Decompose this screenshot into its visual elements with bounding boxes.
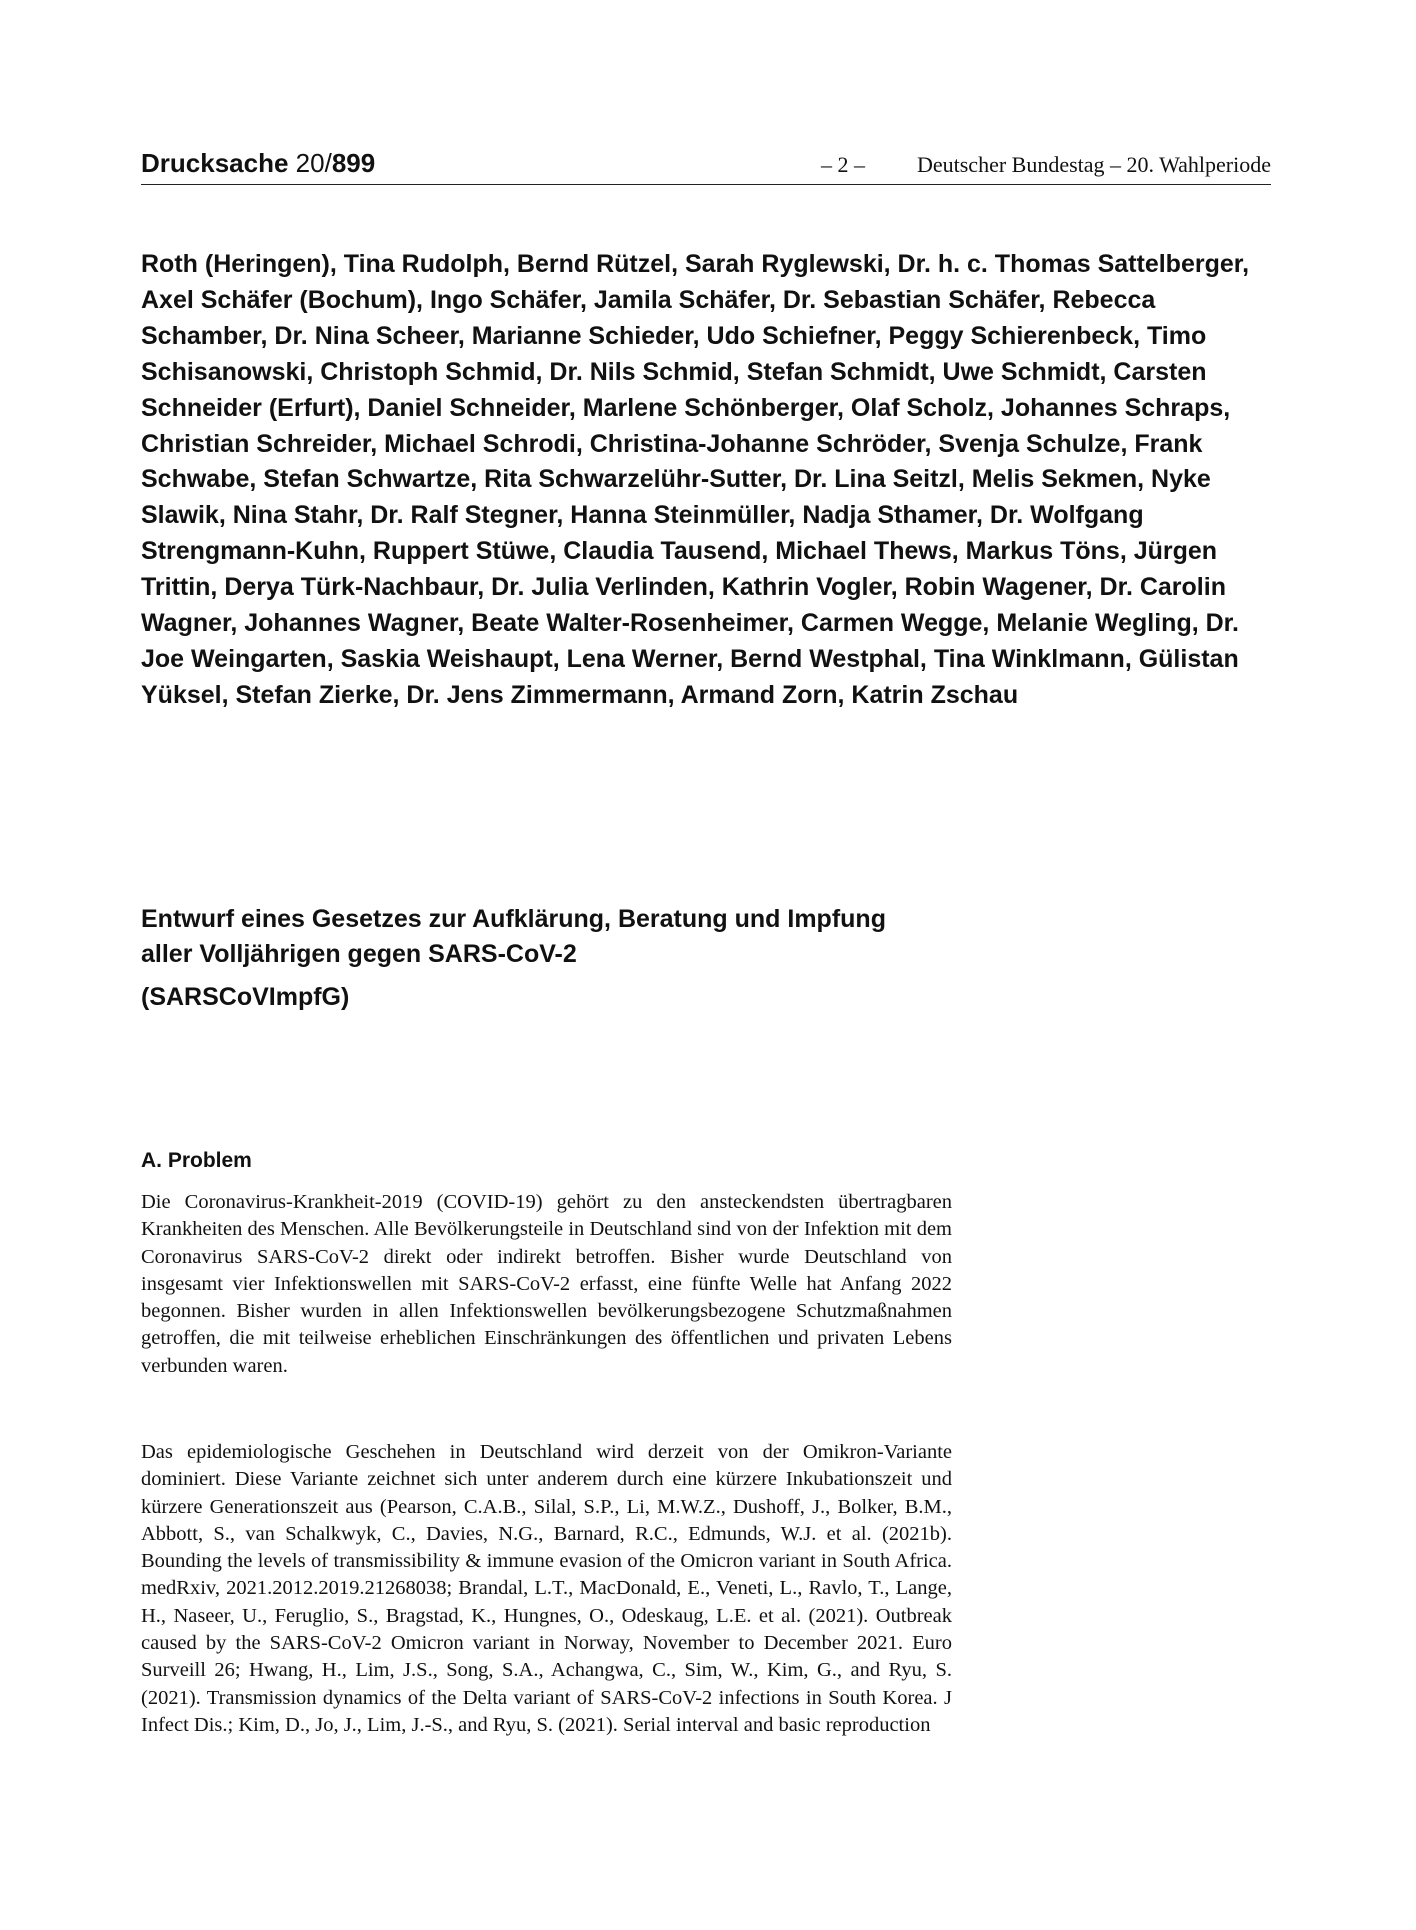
page-number: – 2 – xyxy=(821,152,865,177)
section-heading: A. Problem xyxy=(141,1149,252,1172)
document-number-suffix: 899 xyxy=(331,148,376,178)
bill-abbreviation: (SARSCoVImpfG) xyxy=(141,983,350,1011)
bill-title-line-2: aller Volljährigen gegen SARS-CoV-2 xyxy=(141,940,577,968)
page-header xyxy=(141,148,1271,185)
document-label: Drucksache xyxy=(141,148,296,178)
member-list: Roth (Heringen), Tina Rudolph, Bernd Rützel, Sarah Ryglewski, Dr. h. c. Thomas Sattelberger, Axel Schäfer (Bochum), Ingo Schäfer, Jamila Schäfer, Dr. Sebastian Schäfer, Rebecca Schamber, Dr. Nina Scheer, Marianne Schieder, Udo Schiefner, Peggy Schierenbeck, Timo Schisanowski, Christoph Schmid, Dr. Nils Schmid, Stefan Schmidt, Uwe Schmidt, Carsten Schneider (Erfurt), Daniel Schneider, Marlene Schönberger, Olaf Scholz, Johannes Schraps, Christian Schreider, Michael Schrodi, Christina-Johanne Schröder, Svenja Schulze, Frank Schwabe, Stefan Schwartze, Rita Schwarzelühr-Sutter, Dr. Lina Seitzl, Melis Sekmen, Nyke Slawik, Nina Stahr, Dr. Ralf Stegner, Hanna Steinmüller, Nadja Sthamer, Dr. Wolfgang Strengmann-Kuhn, Ruppert Stüwe, Claudia Tausend, Michael Thews, Markus Töns, Jürgen Trittin, Derya Türk-Nachbaur, Dr. Julia Verlinden, Kathrin Vogler, Robin Wagener, Dr. Carolin Wagner, Johannes Wagner, Beate Walter-Rosenheimer, Carmen Wegge, Melanie Wegling, Dr. Joe Weingarten, Saskia Weishaupt, Lena Werner, Bernd Westphal, Tina Winklmann, Gülistan Yüksel, Stefan Zierke, Dr. Jens Zimmermann, Armand Zorn, Katrin Zschau xyxy=(141,250,1250,709)
bill-title-line-1: Entwurf eines Gesetzes zur Aufklärung, Beratung und Impfung xyxy=(141,905,886,933)
body-paragraph: Die Coronavirus-Krankheit-2019 (COVID-19) gehört zu den ansteckendsten übertragbaren Krankheiten des Menschen. Alle Bevölkerungsteile in Deutschland sind von der Infektion mit dem Coronavirus SARS-CoV-2 direkt oder indirekt betroffen. Bisher wurde Deutschland von insgesamt vier Infektionswellen mit SARS-CoV-2 erfasst, eine fünfte Welle hat Anfang 2022 begonnen. Bisher wurden in allen Infektionswellen bevölkerungsbezogene Schutzmaßnahmen getroffen, die mit teilweise erheblichen Einschränkungen des öffentlichen und privaten Lebens verbunden waren. xyxy=(141,1191,952,1377)
bill-title xyxy=(141,902,1041,1015)
document-number-prefix: 20/ xyxy=(295,148,332,178)
document-number xyxy=(141,148,375,178)
body-paragraph: Das epidemiologische Geschehen in Deutschland wird derzeit von der Omikron-Variante dominiert. Diese Variante zeichnet sich unter anderem durch eine kürzere Inkubationszeit und kürzere Generationszeit aus (Pearson, C.A.B., Silal, S.P., Li, M.W.Z., Dushoff, J., Bolker, B.M., Abbott, S., van Schalkwyk, C., Davies, N.G., Barnard, R.C., Edmunds, W.J. et al. (2021b). Bounding the levels of transmissibility & immune evasion of the Omicron variant in South Africa. medRxiv, 2021.2012.2019.21268038; Brandal, L.T., MacDonald, E., Veneti, L., Ravlo, T., Lange, H., Naseer, U., Feruglio, S., Bragstad, K., Hungnes, O., Odeskaug, L.E. et al. (2021). Outbreak caused by the SARS-CoV-2 Omicron variant in Norway, November to December 2021. Euro Surveill 26; Hwang, H., Lim, J.S., Song, S.A., Achangwa, C., Sim, W., Kim, G., and Ryu, S. (2021). Transmission dynamics of the Delta variant of SARS-CoV-2 infections in South Korea. J Infect Dis.; Kim, D., Jo, J., Lim, J.-S., and Ryu, S. (2021). Serial interval and basic reproduction xyxy=(141,1441,952,1736)
parliament-period: Deutscher Bundestag – 20. Wahlperiode xyxy=(916,152,1271,177)
